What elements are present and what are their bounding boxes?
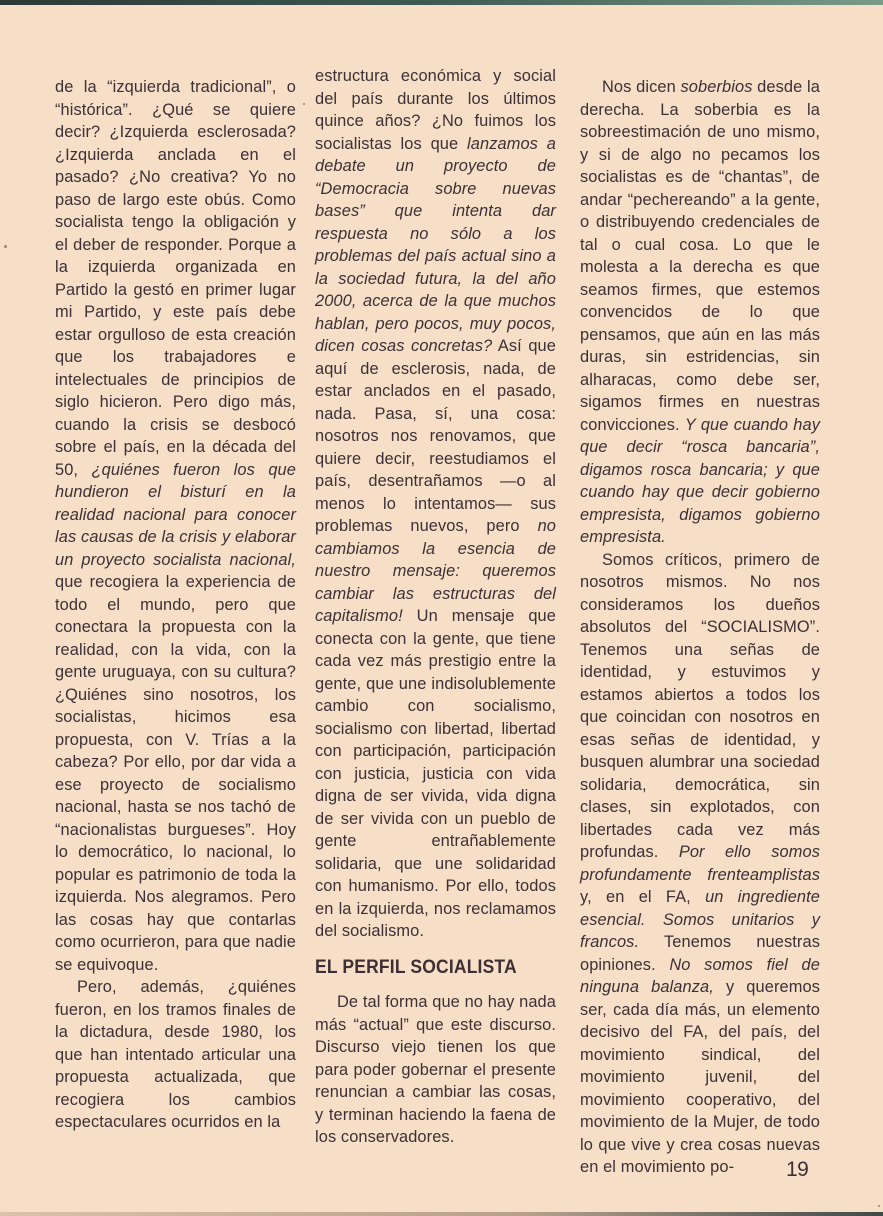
text-run: y, en el FA, — [580, 888, 706, 906]
paper-speck — [303, 103, 305, 105]
italic-text-run: ¿quiénes fueron los que hundieron el bisturí en la realidad nacional para conocer las causas de la crisis y elaborar un proyecto socialista nacional, — [55, 460, 296, 569]
page-number: 19 — [786, 1158, 809, 1181]
paragraph — [580, 549, 820, 1179]
italic-text-run: No somos fiel de ninguna balanza, — [580, 955, 820, 996]
italic-text-run: un ingrediente esencial. Somos unitarios y francos. — [580, 888, 820, 951]
italic-text-run: soberbios — [680, 78, 753, 96]
paragraph — [580, 76, 820, 549]
text-run: Somos críticos, primero de nosotros mismos. No nos consideramos los dueños absolutos del “SOCIALISMO”. Tenemos una señas de identidad, y estuvimos y estamos abiertos a todos los que coincidan con nosotros en esas señas de identidad, y busquen alumbrar una sociedad solidaria, democrática, sin clases, sin explotados, con libertades cada vez más profundas. — [580, 550, 820, 861]
italic-text-run: Por ello somos profundamente frenteamplistas — [580, 843, 821, 884]
paper-speck — [878, 1205, 880, 1207]
text-run: Nos dicen — [602, 78, 681, 96]
text-run: Así que aquí de esclerosis, nada, de estar anclados en el pasado, nada. Pasa, sí, una cosa: nosotros nos renovamos, que quiere decir, reestudiamos el país, desentrañamos —o al menos lo intentamos— sus problemas nuevos, pero — [315, 337, 556, 535]
text-run: estructura económica y social del país durante los últimos quince años? ¿No fuimos los socialistas los que — [315, 67, 556, 153]
section-heading: EL PERFIL SOCIALISTA — [315, 956, 517, 978]
text-run: Un mensaje que conecta con la gente, que tiene cada vez más prestigio entre la gente, que une indisolublemente cambio con socialismo, socialismo con libertad, libertad con participación, participación con justicia, justicia con vida digna de ser vivida, vida digna de ser vivida con un pueblo de gente entrañablemente solidaria, que une solidaridad con humanismo. Por ello, todos en la izquierda, nos reclamamos del socialismo. — [315, 607, 556, 940]
paper-speck — [4, 245, 7, 248]
page-bottom-edge — [0, 1212, 883, 1216]
column-2 — [315, 65, 556, 1149]
text-run: Pero, además, ¿quiénes fueron, en los tramos finales de la dictadura, desde 1980, los que han intentado articular una propuesta actualizada, que recogiera los cambios espectaculares ocurridos en la — [55, 978, 296, 1131]
column-3 — [580, 76, 820, 1179]
text-run: Tenemos nuestras opiniones. — [580, 933, 820, 974]
text-run: que recogiera la experiencia de todo el mundo, pero que conectara la propuesta con la realidad, con la vida, con la gente uruguaya, con su cultura? ¿Quiénes sino nosotros, los socialistas, hicimos esa propuesta, con V. Trías a la cabeza? Por ello, por dar vida a ese proyecto de socialismo nacional, hasta se nos tachó de “nacionalistas burgueses”. Hoy lo democrático, lo nacional, lo popular es patrimonio de toda la izquierda. Nos alegramos. Pero las cosas hay que contarlas como ocurrieron, para que nadie se equivoque. — [55, 573, 296, 974]
paragraph — [55, 976, 296, 1134]
italic-text-run: Y que cuando hay que decir “rosca bancaria”, digamos rosca bancaria; y que cuando hay que decir gobierno empresista, digamos gobierno empresista. — [580, 415, 820, 546]
paragraph — [55, 76, 296, 976]
column-1 — [55, 76, 296, 1134]
italic-text-run: no cambiamos la esencia de nuestro mensaje: queremos cambiar las estructuras del capitalismo! — [315, 517, 556, 625]
text-run: desde la derecha. La soberbia es la sobreestimación de uno mismo, y si de algo no pecamos los socialistas es de “chantas”, de andar “pechereando” a la gente, o distribuyendo credenciales de tal o cual cosa. Lo que le molesta a la derecha es que seamos firmes, que estemos convencidos de lo que pensamos, que aún en las más duras, sin estridencias, sin alharacas, como debe ser, sigamos firmes en nuestras convicciones. — [580, 78, 820, 434]
italic-text-run: lanzamos a debate un proyecto de “Democracia sobre nuevas bases” que intenta dar respuesta no sólo a los problemas del país actual sino a la sociedad futura, la del año 2000, acerca de la que muchos hablan, pero pocos, muy pocos, dicen cosas concretas? — [315, 134, 556, 355]
text-run: y queremos ser, cada día más, un elemento decisivo del FA, del país, del movimiento sindical, del movimiento juvenil, del movimiento cooperativo, del movimiento de la Mujer, de todo lo que vive y crea cosas nuevas en el movimiento po- — [580, 978, 820, 1176]
paragraph — [315, 65, 556, 943]
text-run: De tal forma que no hay nada más “actual” que este discurso. Discurso viejo tienen los que para poder gobernar el presente renuncian a cambiar las cosas, y terminan haciendo la faena de los conservadores. — [315, 993, 556, 1146]
paragraph — [315, 991, 556, 1149]
text-run: de la “izquierda tradicional”, o “histórica”. ¿Qué se quiere decir? ¿Izquierda esclerosada? ¿Izquierda anclada en el pasado? ¿No creativa? Yo no paso de largo este obús. Como socialista tengo la obligación y el deber de responder. Porque a la izquierda organizada en Partido la gestó en primer lugar mi Partido, y este país debe estar orgulloso de esta creación que los trabajadores e intelectuales de principios de siglo hicieron. Pero digo más, cuando la crisis se desbocó sobre el país, en la década del 50, — [55, 78, 296, 479]
